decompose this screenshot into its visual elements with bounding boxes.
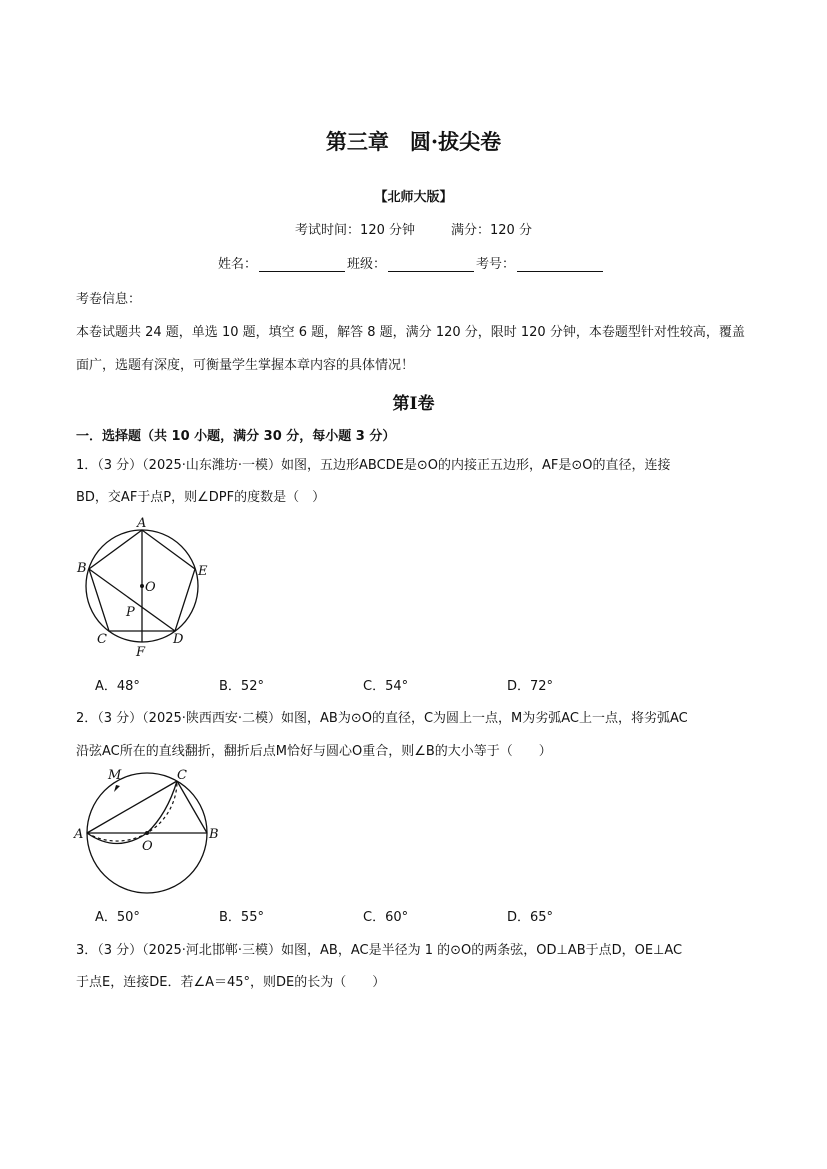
page-title: 第三章 圆·拔尖卷 [325, 129, 502, 154]
q2-label-b: B [209, 827, 219, 842]
q2-line-2: 沿弦AC所在的直线翻折，翻折后点M恰好与圆心O重合，则∠B的大小等于（ ） [76, 744, 552, 759]
q1-label-a: A [137, 516, 147, 531]
q2-option-a[interactable]: A．50° [95, 910, 140, 925]
exam-time: 考试时间：120 分钟 [295, 223, 415, 238]
q1-figure [74, 514, 214, 664]
q3-line-2: 于点E，连接DE．若∠A＝45°，则DE的长为（ ） [76, 975, 386, 990]
q2-chord-ac [87, 781, 177, 833]
q1-label-d: D [173, 632, 184, 647]
q2-folded-arc [87, 781, 177, 844]
info-line-1: 本卷试题共 24 题，单选 10 题，填空 6 题，解答 8 题，满分 120 分，限时 120 分钟，本卷题型针对性较高，覆盖 [76, 325, 745, 340]
q1-label-f: F [136, 645, 146, 660]
number-label: 考号： [476, 257, 516, 272]
q2-label-a: A [74, 827, 84, 842]
q1-center-dot [140, 584, 144, 588]
q1-label-p: P [126, 605, 135, 620]
q1-label-b: B [77, 561, 87, 576]
q2-arrow [114, 785, 120, 792]
q3-line-1: 3．（3 分）（2025·河北邯郸·三模）如图，AB，AC是半径为 1 的⊙O的两条弦，OD⊥AB于点D，OE⊥AC [76, 943, 683, 958]
edition-label: 【北师大版】 [374, 190, 453, 205]
student-info-line [218, 253, 605, 272]
full-score: 满分：120 分 [451, 223, 532, 238]
q2-center-dot [145, 831, 149, 835]
class-label: 班级： [347, 257, 387, 272]
q2-chord-cb [177, 781, 207, 833]
q2-option-c[interactable]: C．60° [363, 910, 409, 925]
q1-segment-bd [89, 569, 175, 631]
q2-label-m: M [108, 768, 122, 783]
q1-option-c[interactable]: C．54° [363, 679, 409, 694]
q2-line-1: 2．（3 分）（2025·陕西西安·二模）如图，AB为⊙O的直径，C为圆上一点，M为劣弧AC上一点，将劣弧AC [76, 711, 688, 726]
q1-option-a[interactable]: A．48° [95, 679, 140, 694]
class-blank[interactable] [388, 257, 474, 272]
q1-line-2: BD，交AF于点P，则∠DPF的度数是（ ） [76, 490, 326, 505]
number-blank[interactable] [517, 257, 603, 272]
part1-heading: 一．选择题（共 10 小题，满分 30 分，每小题 3 分） [76, 429, 396, 444]
info-line-2: 面广，选题有深度，可衡量学生掌握本章内容的具体情况！ [76, 358, 415, 373]
section-title: 第I卷 [392, 394, 435, 414]
q1-label-o: O [145, 580, 156, 595]
q2-label-o: O [142, 839, 153, 854]
q2-option-b[interactable]: B．55° [219, 910, 264, 925]
q2-option-d[interactable]: D．65° [507, 910, 554, 925]
q1-label-e: E [198, 564, 208, 579]
exam-info-line [0, 219, 827, 238]
q1-option-d[interactable]: D．72° [507, 679, 554, 694]
q2-label-c: C [177, 768, 187, 783]
q1-option-b[interactable]: B．52° [219, 679, 264, 694]
q1-label-c: C [97, 632, 107, 647]
name-blank[interactable] [259, 257, 345, 272]
q1-line-1: 1．（3 分）（2025·山东潍坊·一模）如图，五边形ABCDE是⊙O的内接正五边形，AF是⊙O的直径，连接 [76, 458, 671, 473]
info-heading: 考卷信息： [76, 292, 142, 307]
q2-figure [72, 764, 232, 898]
name-label: 姓名： [218, 257, 258, 272]
